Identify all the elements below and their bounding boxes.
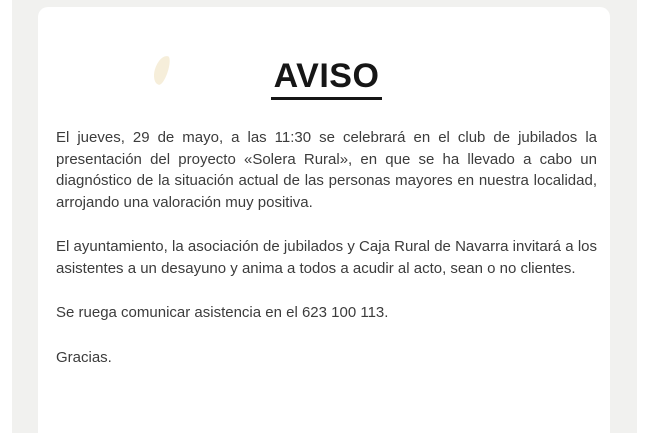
- notice-paragraph-rsvp: Se ruega comunicar asistencia en el 623 100 113.: [56, 304, 389, 322]
- notice-paragraph-event: El jueves, 29 de mayo, a las 11:30 se celebrará en el club de jubilados la presentación del proyecto «Solera Rural», en que se ha llevado a cabo un diagnóstico de la situación actual de las personas mayores en nuestra localidad, arrojando una valoración muy positiva.: [56, 129, 597, 211]
- notice-page: [38, 7, 610, 433]
- notice-title: [56, 57, 597, 100]
- notice-paragraph-invitation: El ayuntamiento, la asociación de jubilados y Caja Rural de Navarra invitará a los asistentes a un desayuno y anima a todos a acudir al acto, sean o no clientes.: [56, 238, 597, 277]
- notice-paragraph-thanks: Gracias.: [56, 348, 112, 366]
- notice-title-text: AVISO: [271, 57, 383, 100]
